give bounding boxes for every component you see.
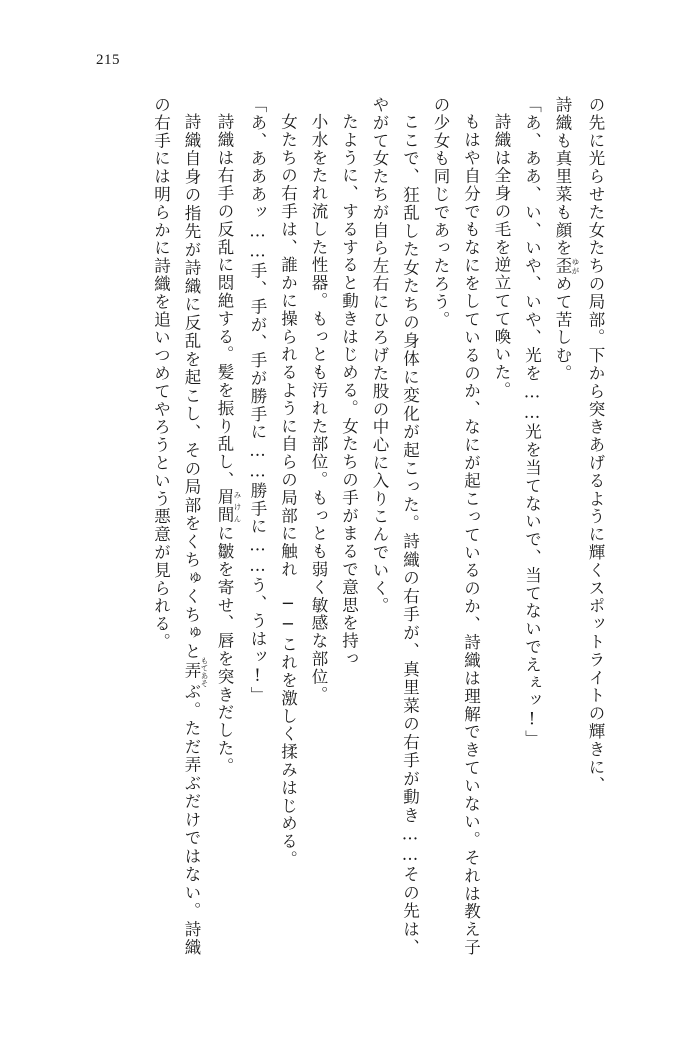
paragraph: 「あ、ああ、い、いや、いや、光を……光を当てないで、当てないでえぇッ!」 bbox=[522, 96, 542, 748]
paragraph: 小水をたれ流した性器。もっとも汚れた部位。もっとも弱く敏感な部位。 bbox=[309, 112, 328, 704]
paragraph: 詩織自身の指先が詩織に反乱を起こし、その局部をくちゅくちゅと弄 もてあそぶ。ただ弄ぶだけではない。詩織の右手には明らかに詩織を追いつめてやろうという悪意が見られる。 bbox=[151, 96, 209, 957]
em-dash: ── bbox=[278, 594, 298, 636]
ruby-annotation: 眉間 みけん bbox=[215, 488, 242, 525]
paragraph: もはや自分でもなにをしているのか、なにが起こっているのか、詩織は理解できていない。それは教え子の少女も同じであったろう。 bbox=[431, 96, 481, 956]
paragraph: 詩織は右手の反乱に悶絶する。髪を振り乱し、眉間 みけんに皺を寄せ、唇を突きだした。 bbox=[215, 112, 242, 775]
ruby-annotation: 歪 ゆが bbox=[553, 257, 580, 276]
paragraph: の先に光らせた女たちの局部。下から突きあげるように輝くスポットライトの輝きに、 bbox=[586, 96, 605, 795]
paragraph: 女たちの右手は、誰かに操られるように自らの局部に触れ──これを激しく揉みはじめる。 bbox=[272, 96, 303, 956]
paragraph: たように、するすると動きはじめる。女たちの手がまるで意思を持っ bbox=[339, 112, 359, 668]
ruby-annotation: 弄 もてあそ bbox=[182, 656, 209, 687]
page-number: 215 bbox=[96, 52, 120, 68]
paragraph: 詩織は全身の毛を逆立てて喚いた。 bbox=[492, 112, 511, 399]
page-body-text bbox=[74, 96, 610, 956]
paragraph: ここで、狂乱した女たちの身体に変化が起こった。詩織の右手が、真里菜の右手が動き……その先は、やがて女たちが自ら左右にひろげた股の中心に入りこんでいく。 bbox=[370, 96, 420, 956]
paragraph: 詩織も真里菜も顔を歪 ゆがめて苦しむ。 bbox=[553, 96, 580, 383]
paragraph: 「あ、あああッ……手、手が、手が勝手に……勝手に……う、うはッ!」 bbox=[248, 96, 267, 705]
